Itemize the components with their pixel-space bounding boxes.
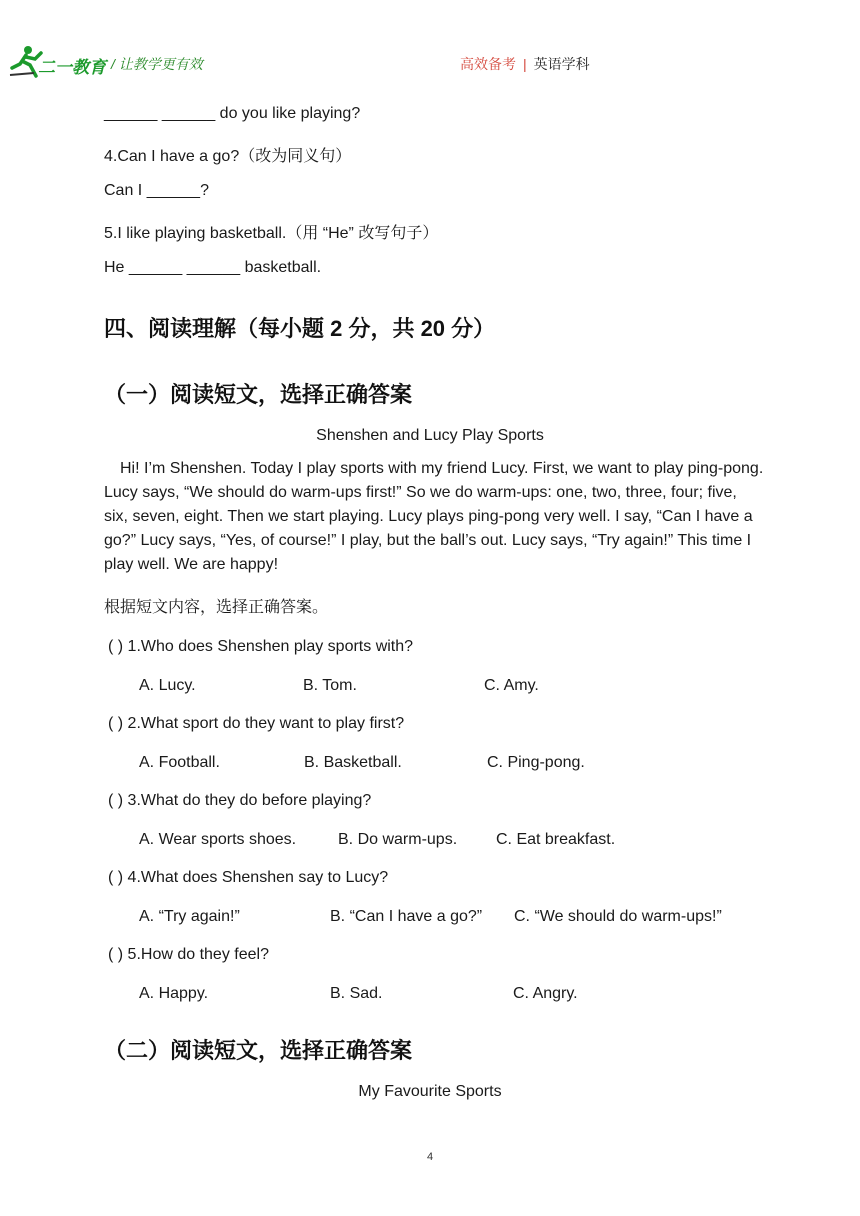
question-5: ( ) 5.How do they feel?	[108, 946, 269, 963]
part1-instruction: 根据短文内容，选择正确答案。	[104, 599, 329, 616]
question-2: ( ) 2.What sport do they want to play first?	[108, 715, 405, 732]
q3-option-a: A. Wear sports shoes.	[139, 831, 297, 848]
q4-option-b: B. “Can I have a go?”	[330, 908, 483, 925]
brand-name: 二一教育	[38, 58, 106, 77]
part1-heading: （一）阅读短文，选择正确答案	[104, 382, 413, 407]
q4-option-a: A. “Try again!”	[139, 908, 240, 925]
question-4: ( ) 4.What does Shenshen say to Lucy?	[108, 869, 389, 886]
header-separator: |	[523, 56, 527, 72]
question-3: ( ) 3.What do they do before playing?	[108, 792, 372, 809]
q1-option-a: A. Lucy.	[139, 677, 196, 694]
q4-option-c: C. “We should do warm-ups!”	[514, 908, 722, 925]
part1-passage: Hi! I’m Shenshen. Today I play sports with my friend Lucy. First, we want to play ping-pong. Lucy says, “We should do warm-ups first!” So we do warm-ups: one, two, three, four; five, six, seven, eight. Then we start playing. Lucy plays ping-pong very well. I say, “Can I have a go?” Lucy says, “Yes, of course!” I play, but the ball’s out. Lucy says, “Try again!” This time I play well. We are happy!	[104, 460, 764, 573]
q1-option-b: B. Tom.	[303, 677, 357, 694]
q3-option-c: C. Eat breakfast.	[496, 831, 616, 848]
q5-option-c: C. Angry.	[513, 985, 578, 1002]
header-subject: 英语学科	[533, 56, 590, 72]
exercise-blank-line: ______ ______ do you like playing?	[104, 105, 361, 122]
q1-option-c: C. Amy.	[484, 677, 539, 694]
part2-heading: （二）阅读短文，选择正确答案	[104, 1038, 413, 1063]
header-right	[460, 54, 590, 74]
exercise-answer-5: He ______ ______ basketball.	[104, 259, 322, 276]
page-number: 4	[426, 1151, 434, 1163]
exercise-question-5: 5.I like playing basketball.（用 “He” 改写句子）	[104, 225, 439, 242]
exercise-answer-4: Can I ______?	[104, 182, 209, 199]
q2-option-a: A. Football.	[139, 754, 220, 771]
q3-option-b: B. Do warm-ups.	[338, 831, 458, 848]
q5-option-a: A. Happy.	[139, 985, 209, 1002]
section-title: 四、阅读理解（每小题 2 分，共 20 分）	[104, 316, 496, 341]
part1-passage-title: Shenshen and Lucy Play Sports	[316, 427, 544, 444]
part2-passage-title: My Favourite Sports	[358, 1083, 502, 1100]
question-1: ( ) 1.Who does Shenshen play sports with?	[108, 638, 414, 655]
q2-option-b: B. Basketball.	[304, 754, 402, 771]
q5-option-b: B. Sad.	[330, 985, 383, 1002]
q2-option-c: C. Ping-pong.	[487, 754, 585, 771]
header-subtitle: 高效备考	[460, 56, 516, 72]
exercise-question-4: 4.Can I have a go?（改为同义句）	[104, 148, 352, 165]
brand-slogan: / 让教学更有效	[111, 56, 203, 72]
